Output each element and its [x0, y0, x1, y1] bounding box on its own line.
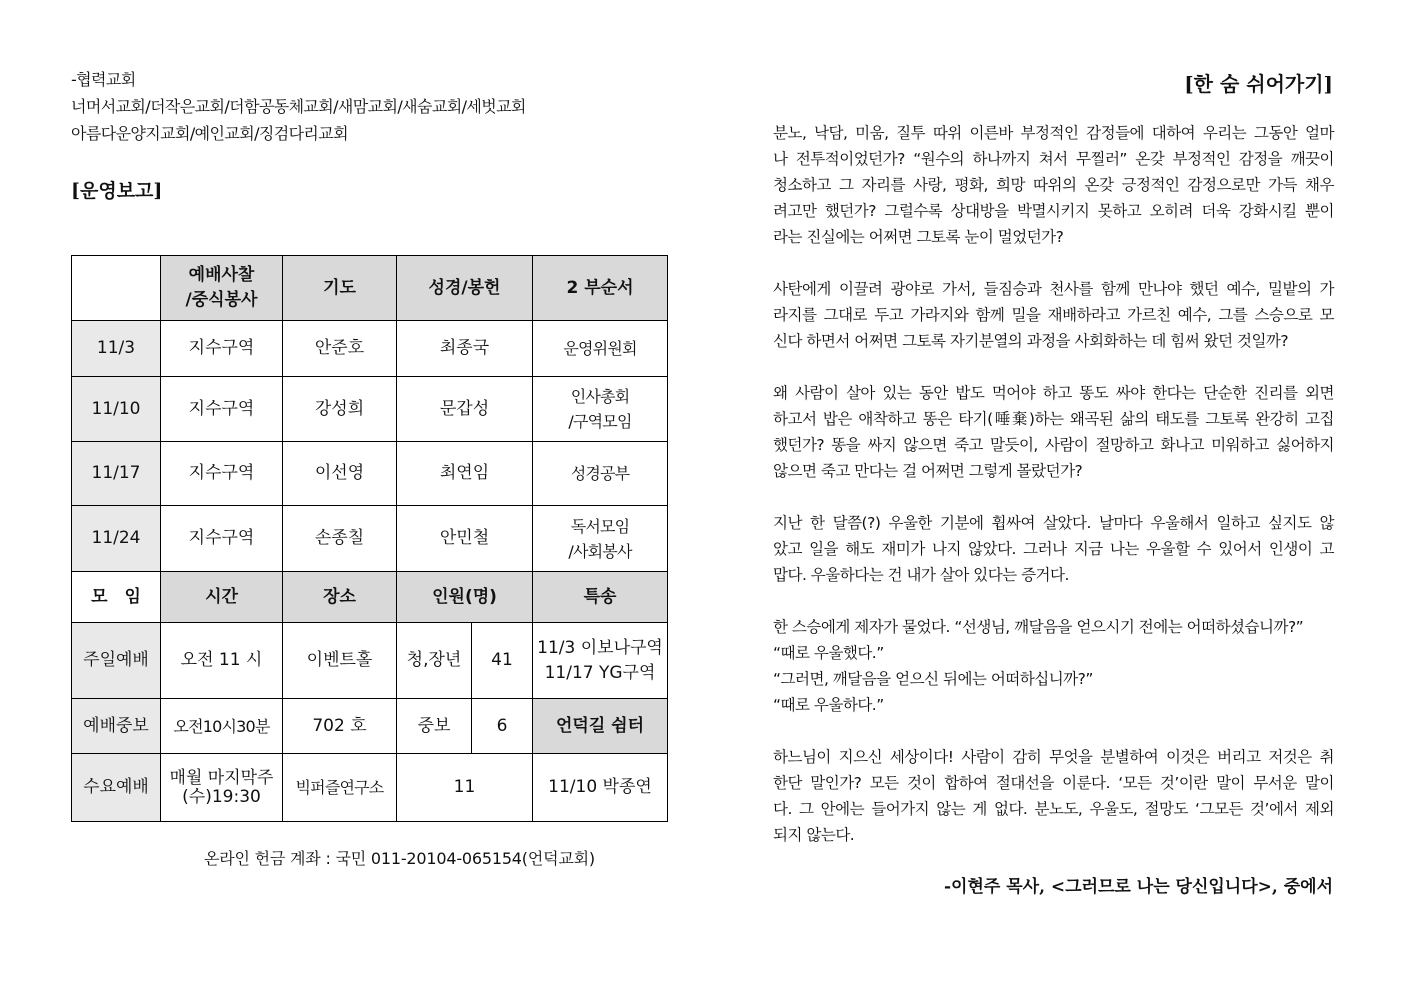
header-prayer: 기도 [283, 256, 397, 321]
schedule-program: 운영위원회 [533, 321, 668, 377]
schedule-prayer: 강성희 [283, 377, 397, 442]
gathering-time: 매월 마지막주 (수)19:30 [161, 754, 283, 822]
gathering-special: 11/10 박종연 [533, 754, 668, 822]
header-reading: 성경/봉헌 [397, 256, 533, 321]
partner-churches [71, 66, 671, 147]
essay-line: 신다 하면서 어쩌면 그토록 자기분열의 과정을 사회화하는 데 힘써 왔던 것일까? [773, 332, 1289, 350]
essay-line: 청소하고 그 자리를 사랑, 평화, 희망 따위의 온갖 긍정적인 감정으로만 가득 채우 [773, 176, 1334, 194]
gathering-time: 오전10시30분 [161, 699, 283, 754]
essay-line: 한단 말인가? 모든 것이 합하여 절대선을 이룬다. ‘모든 것’이란 말이 무서운 말이 [773, 774, 1334, 792]
essay-paragraph [773, 510, 1334, 588]
essay-line: 다. 그 안에는 들어가지 않는 게 없다. 분노도, 우울도, 절망도 ‘그모든 것’에서 제외 [773, 800, 1334, 818]
schedule-prayer: 안준호 [283, 321, 397, 377]
gathering-place: 빅퍼즐연구소 [283, 754, 397, 822]
schedule-program: 인사총회 /구역모임 [533, 377, 668, 442]
essay-line: 았고 일을 해도 재미가 나지 않았다. 그러나 지금 나는 우울할 수 있어서 인생이 고 [773, 540, 1334, 558]
schedule-row [72, 377, 668, 442]
essay-line: 않으면 죽고 만다는 걸 어쩌면 그렇게 몰랐던가? [773, 462, 1083, 480]
schedule-row [72, 321, 668, 377]
schedule-row [72, 506, 668, 572]
essay-body [773, 120, 1334, 874]
essay-line: 나 전투적이었던가? “원수의 하나까지 쳐서 무찔러” 온갖 부정적인 감정을 깨끗이 [773, 150, 1334, 168]
gathering-header-time: 시간 [161, 572, 283, 623]
gathering-place: 이벤트홀 [283, 623, 397, 699]
essay-line: 한 스승에게 제자가 물었다. “선생님, 깨달음을 얻으시기 전에는 어떠하셨습니까?” [773, 618, 1304, 636]
schedule-reading: 문갑성 [397, 377, 533, 442]
gathering-row-sunday [72, 623, 668, 699]
essay-line: “때로 우울하다.” [773, 696, 884, 714]
essay-line: 지난 한 달쯤(?) 우울한 기분에 휩싸여 살았다. 날마다 우울해서 일하고 싶지도 않 [773, 514, 1334, 532]
gathering-count: 11 [397, 754, 533, 822]
essay-line: “그러면, 깨달음을 얻으신 뒤에는 어떠하십니까?” [773, 670, 1093, 688]
essay-line: 했던가? 똥을 싸지 않으면 죽고 말듯이, 사람이 절망하고 화나고 미워하고 싫어하지 [773, 436, 1334, 454]
essay-line: 려고만 했던가? 그럴수록 상대방을 박멸시키지 못하고 오히려 더욱 강화시킬 뿐이 [773, 202, 1334, 220]
gathering-header-count: 인원(명) [397, 572, 533, 623]
essay-line: 라지를 그대로 두고 가라지와 함께 밀을 재배하라고 가르친 예수, 그를 스승으로 모 [773, 306, 1334, 324]
essay-paragraph [773, 744, 1334, 848]
schedule-date: 11/24 [72, 506, 161, 572]
header-program: 2 부순서 [533, 256, 668, 321]
schedule-usher: 지수구역 [161, 377, 283, 442]
schedule-prayer: 이선영 [283, 442, 397, 506]
gathering-header-special: 특송 [533, 572, 668, 623]
schedule-usher: 지수구역 [161, 442, 283, 506]
ops-report-title: [운영보고] [71, 180, 163, 202]
essay-line: 하고서 밥은 애착하고 똥은 타기(唾棄)하는 왜곡된 삶의 태도를 그토록 완강히 고집 [773, 410, 1334, 428]
gatherings-header-row [72, 572, 668, 623]
corner-cell [72, 256, 161, 321]
schedule-row [72, 442, 668, 506]
partner-list-line-1: 너머서교회/더작은교회/더함공동체교회/새맘교회/새숨교회/세벗교회 [71, 97, 526, 116]
schedule-reading: 최종국 [397, 321, 533, 377]
gathering-place: 702 호 [283, 699, 397, 754]
offering-account: 온라인 헌금 계좌 : 국민 011-20104-065154(언덕교회) [204, 849, 595, 868]
schedule-reading: 안민철 [397, 506, 533, 572]
gathering-count: 41 [472, 623, 533, 699]
partner-list-line-2: 아름다운양지교회/예인교회/징검다리교회 [71, 124, 348, 143]
gathering-count: 6 [472, 699, 533, 754]
essay-title: [한 숨 쉬어가기] [1184, 72, 1333, 96]
gathering-group: 청,장년 [397, 623, 472, 699]
essay-paragraph [773, 380, 1334, 484]
gathering-label: 주일예배 [72, 623, 161, 699]
gathering-header-place: 장소 [283, 572, 397, 623]
schedule-program: 성경공부 [533, 442, 668, 506]
gathering-label: 예배중보 [72, 699, 161, 754]
essay-line: 사탄에게 이끌려 광야로 가서, 들짐승과 천사를 함께 만나야 했던 예수, 밀밭의 가 [773, 280, 1334, 298]
schedule-usher: 지수구역 [161, 506, 283, 572]
schedule-usher: 지수구역 [161, 321, 283, 377]
essay-line: 분노, 낙담, 미움, 질투 따위 이른바 부정적인 감정들에 대하여 우리는 그동안 얼마 [773, 124, 1334, 142]
gathering-special: 언덕길 쉼터 [533, 699, 668, 754]
schedule-header-row [72, 256, 668, 321]
gathering-row-prayer [72, 699, 668, 754]
ops-report-table [71, 255, 668, 822]
header-usher: 예배사찰 /중식봉사 [161, 256, 283, 321]
essay-line: 라는 진실에는 어쩌면 그토록 눈이 멀었던가? [773, 228, 1064, 246]
schedule-date: 11/3 [72, 321, 161, 377]
schedule-prayer: 손종칠 [283, 506, 397, 572]
gathering-header-label: 모 임 [72, 572, 161, 623]
gathering-time: 오전 11 시 [161, 623, 283, 699]
essay-line: 하느님이 지으신 세상이다! 사람이 감히 무엇을 분별하여 이것은 버리고 저것은 취 [773, 748, 1334, 766]
partner-heading: -협력교회 [71, 70, 136, 89]
essay-paragraph [773, 614, 1334, 718]
essay-line: 되지 않는다. [773, 826, 855, 844]
gathering-special: 11/3 이보나구역 11/17 YG구역 [533, 623, 668, 699]
essay-line: “때로 우울했다.” [773, 644, 884, 662]
essay-line: 왜 사람이 살아 있는 동안 밥도 먹어야 하고 똥도 싸야 한다는 단순한 진리를 외면 [773, 384, 1334, 402]
essay-paragraph [773, 276, 1334, 354]
gathering-row-wednesday [72, 754, 668, 822]
schedule-reading: 최연임 [397, 442, 533, 506]
essay-source: -이현주 목사, <그러므로 나는 당신입니다>, 중에서 [944, 877, 1333, 897]
schedule-date: 11/17 [72, 442, 161, 506]
schedule-date: 11/10 [72, 377, 161, 442]
essay-paragraph [773, 120, 1334, 250]
schedule-program: 독서모임 /사회봉사 [533, 506, 668, 572]
gathering-label: 수요예배 [72, 754, 161, 822]
essay-line: 맙다. 우울하다는 건 내가 살아 있다는 증거다. [773, 566, 1069, 584]
gathering-group: 중보 [397, 699, 472, 754]
